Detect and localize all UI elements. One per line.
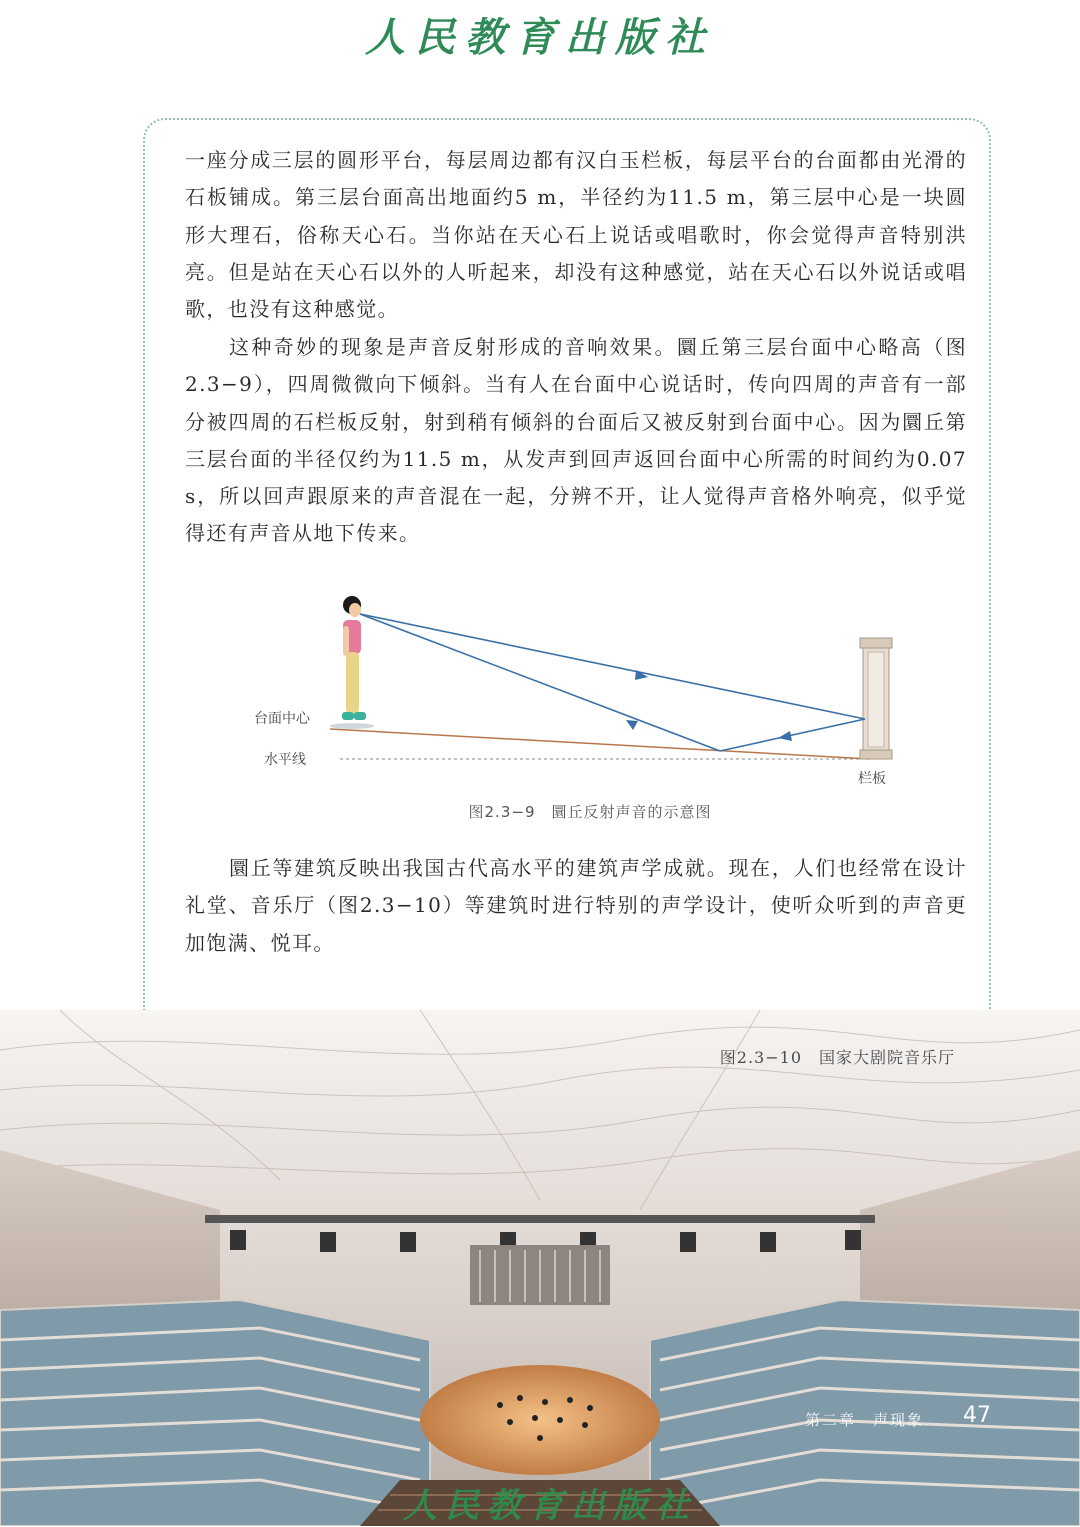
figure-caption-2-3-10: 图2.3−10 国家大剧院音乐厅 [719, 1048, 955, 1067]
publisher-logo-top: 人民教育出版社 [365, 14, 715, 61]
label-horizontal-line: 水平线 [264, 752, 306, 768]
sound-rays [360, 614, 865, 751]
chapter-label: 第二章 声现象 [805, 1411, 925, 1429]
paragraph-1: 一座分成三层的圆形平台，每层周边都有汉白玉栏板，每层平台的台面都由光滑的石板铺成。第三层台面高出地面约5 m，半径约为11.5 m，第三层中心是一块圆形大理石，俗称天心石。当你站在天心石上说话或唱歌时，你会觉得声音特别洪亮。但是站在天心石以外的人听起来，却没有这种感觉，站在天心石以外说话或唱歌，也没有这种感觉。 [185, 148, 967, 322]
page-number: 47 [963, 1403, 991, 1428]
concert-hall-illustration [0, 1010, 1080, 1526]
ray-arrows [626, 670, 792, 741]
label-platform-center: 台面中心 [254, 711, 310, 727]
reflection-diagram [230, 590, 910, 805]
figure-caption-2-3-9: 图2.3−9 圜丘反射声音的示意图 [468, 803, 712, 821]
publisher-logo-bottom: 人民教育出版社 [403, 1486, 697, 1526]
concert-hall-photo [0, 1010, 1080, 1526]
label-railing: 栏板 [858, 771, 886, 787]
paragraph-3: 圜丘等建筑反映出我国古代高水平的建筑声学成就。现在，人们也经常在设计礼堂、音乐厅（图2.3−10）等建筑时进行特别的声学设计，使听众听到的声音更加饱满、悦耳。 [185, 856, 967, 955]
paragraph-2: 这种奇妙的现象是声音反射形成的音响效果。圜丘第三层台面中心略高（图2.3−9），四周微微向下倾斜。当有人在台面中心说话时，传向四周的声音有一部分被四周的石栏板反射，射到稍有倾斜的台面后又被反射到台面中心。因为圜丘第三层台面的半径仅约为11.5 m，从发声到回声返回台面中心所需的时间约为0.07 s，所以回声跟原来的声音混在一起，分辨不开，让人觉得声音格外响亮，似乎觉得还有声音从地下传来。 [185, 335, 967, 546]
railing-figure [860, 638, 892, 759]
reflection-diagram-svg [230, 590, 910, 805]
